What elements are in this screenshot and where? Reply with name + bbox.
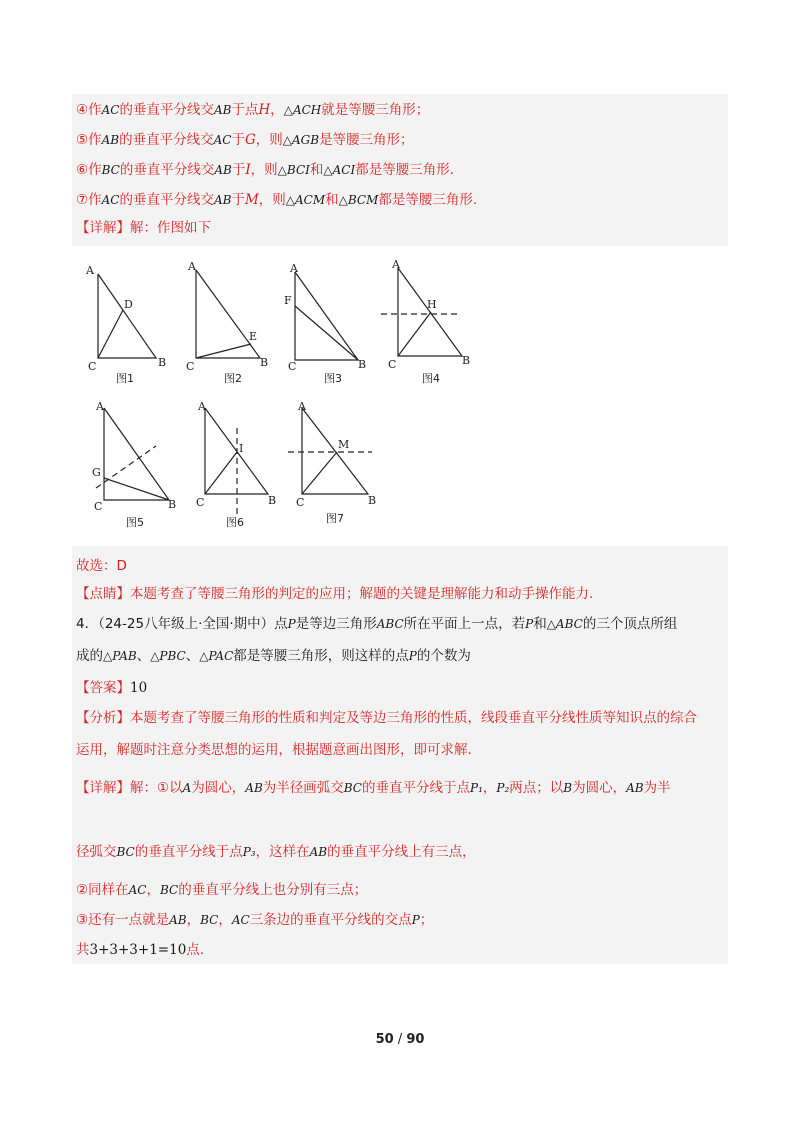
fig5-label-b: B: [168, 498, 177, 511]
fig4-label-b: B: [462, 354, 471, 367]
fig2-caption: 图2: [224, 372, 242, 385]
fig2-triangle: [196, 270, 260, 358]
fig5-label-g: G: [92, 466, 101, 479]
fig3-segment-fb: [295, 306, 358, 360]
fig2-label-c: C: [186, 360, 195, 373]
step-5-line: ⑤作AB的垂直平分线交AC于G，则△AGB是等腰三角形；: [76, 132, 414, 148]
fig7-label-b: B: [368, 494, 377, 507]
answer-line: 【答案】10: [76, 680, 148, 696]
fig2-label-a: A: [188, 260, 196, 273]
fig6-label-i: I: [239, 442, 244, 455]
fig4-segment-ch: [398, 312, 431, 356]
detail-line-1: 【详解】解：①以A为圆心，AB为半径画弧交BC的垂直平分线于点P₁，P₂两点；以B为圆心，AB为半: [76, 780, 671, 796]
fig5-label-c: C: [94, 500, 103, 513]
detail-line-4: ③还有一点就是AB，BC，AC三条边的垂直平分线的交点P；: [76, 912, 434, 928]
fig5-bisector: [96, 446, 156, 488]
fig3-label-c: C: [288, 360, 297, 373]
fig5-triangle: [104, 408, 169, 500]
question-4-line-2: 成的△PAB、△PBC、△PAC都是等腰三角形，则这样的点P的个数为: [76, 648, 471, 664]
fig7-segment-cm: [302, 452, 337, 494]
detail-header: 【详解】解：作图如下: [76, 220, 211, 236]
fig7-label-c: C: [296, 496, 305, 509]
step-6-line: ⑥作BC的垂直平分线交AB于I，则△BCI和△ACI都是等腰三角形.: [76, 162, 454, 178]
comment-line: 【点睛】本题考查了等腰三角形的判定的应用；解题的关键是理解能力和动手操作能力.: [76, 586, 594, 602]
fig1-label-a: A: [86, 264, 94, 277]
page-separator: /: [397, 1032, 403, 1047]
fig6-label-a: A: [198, 400, 206, 413]
fig1-label-b: B: [158, 356, 167, 369]
fig7-label-a: A: [298, 400, 306, 413]
figures-svg: [76, 246, 482, 542]
choice-line: 故选：D: [76, 558, 127, 574]
fig3-label-a: A: [290, 262, 298, 275]
fig3-triangle: [295, 272, 358, 360]
fig1-triangle: [98, 274, 156, 358]
fig6-caption: 图6: [226, 516, 244, 529]
fig3-caption: 图3: [324, 372, 342, 385]
detail-line-3: ②同样在AC，BC的垂直平分线上也分别有三点；: [76, 882, 368, 898]
fig1-label-d: D: [124, 298, 133, 311]
fig1-segment-cd: [98, 310, 123, 358]
fig5-segment-gb: [104, 478, 169, 500]
detail-line-2: 径弧交BC的垂直平分线于点P₃，这样在AB的垂直平分线上有三点，: [76, 844, 476, 860]
fig4-label-c: C: [388, 358, 397, 371]
fig6-segment-ci: [205, 452, 237, 494]
question-4-line-1: 4．（24-25八年级上·全国·期中）点P是等边三角形ABC所在平面上一点，若P和△ABC的三个顶点所组: [76, 616, 678, 632]
step-4-line: ④作AC的垂直平分线交AB于点H，△ACH就是等腰三角形；: [76, 102, 430, 118]
page-current: 50: [375, 1032, 394, 1047]
analysis-line-1: 【分析】本题考查了等腰三角形的性质和判定及等边三角形的性质，线段垂直平分线性质等知识点的综合: [76, 710, 697, 726]
fig6-label-c: C: [196, 496, 205, 509]
step-7-line: ⑦作AC的垂直平分线交AB于M，则△ACM和△BCM都是等腰三角形.: [76, 192, 478, 208]
fig1-label-c: C: [88, 360, 97, 373]
page-total: 90: [406, 1032, 425, 1047]
fig2-segment-ce: [196, 344, 251, 358]
fig5-label-a: A: [96, 400, 104, 413]
fig5-caption: 图5: [126, 516, 144, 529]
fig3-label-f: F: [284, 294, 292, 307]
analysis-line-2: 运用，解题时注意分类思想的运用，根据题意画出图形，即可求解.: [76, 742, 472, 758]
fig7-caption: 图7: [326, 512, 344, 525]
fig2-label-b: B: [260, 356, 269, 369]
fig7-triangle: [302, 408, 368, 494]
fig4-caption: 图4: [422, 372, 440, 385]
fig3-label-b: B: [358, 358, 367, 371]
fig4-label-a: A: [392, 258, 400, 271]
detail-line-5: 共3+3+3+1=10点.: [76, 942, 205, 958]
fig1-caption: 图1: [116, 372, 134, 385]
figures-panel: [76, 246, 482, 542]
fig4-label-h: H: [427, 298, 437, 311]
page-number: [0, 1032, 800, 1047]
fig2-label-e: E: [249, 330, 258, 343]
fig7-label-m: M: [338, 438, 350, 451]
fig6-label-b: B: [268, 494, 277, 507]
